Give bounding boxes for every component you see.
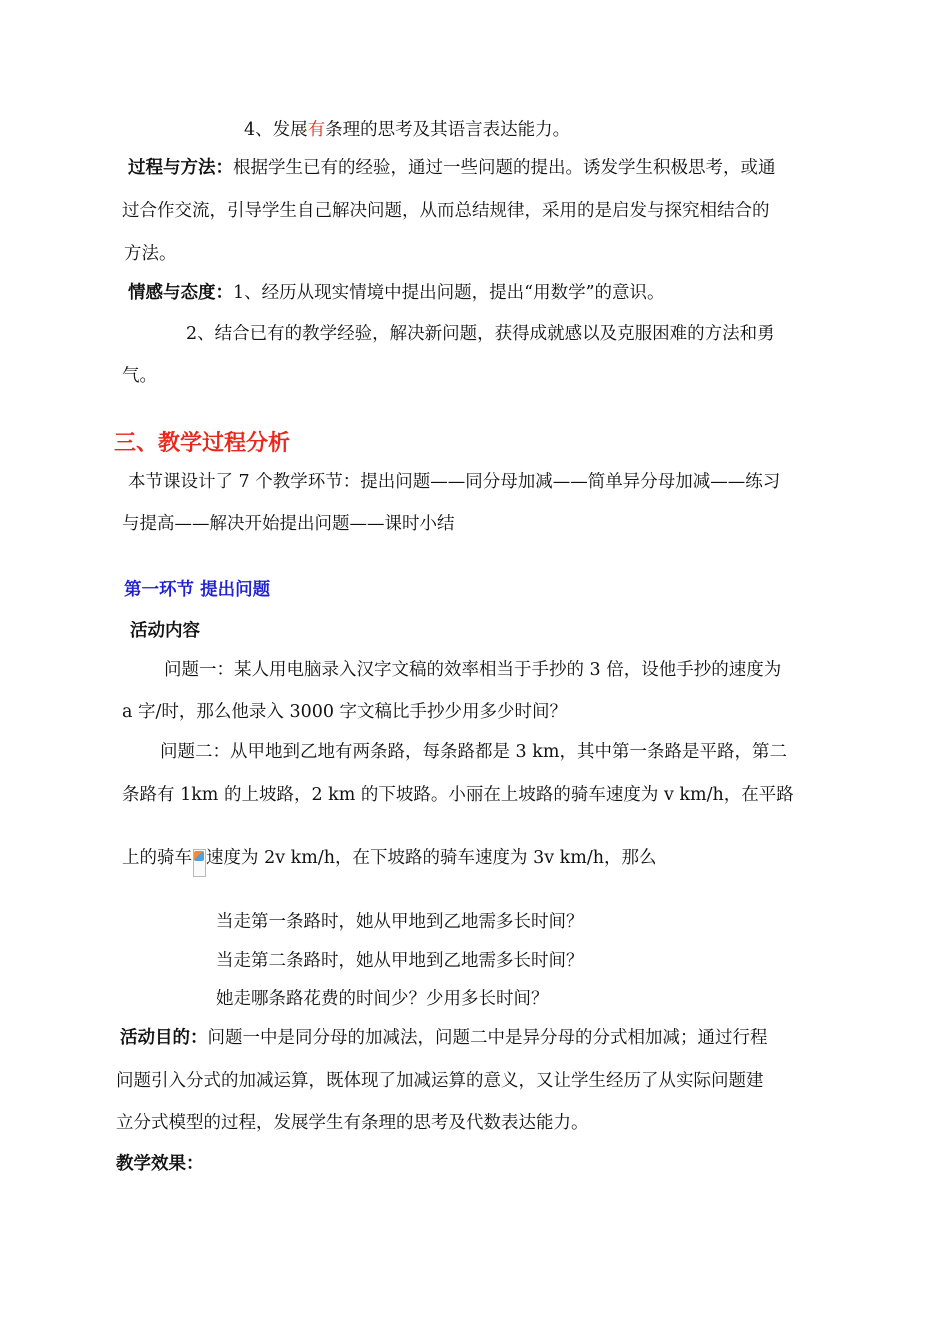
highlight-text: 有: [307, 120, 326, 140]
purpose-line-1: 活动目的：问题一中是同分母的加减法，问题二中是异分母的分式相加减；通过行程: [120, 1028, 768, 1048]
stage-1-heading: 第一环节 提出问题: [124, 580, 271, 600]
broken-image-icon: [193, 849, 205, 877]
section-3-title: 三、教学过程分析: [114, 431, 291, 456]
process-method-label: 过程与方法：: [128, 158, 233, 178]
process-method-line-3: 方法。: [124, 244, 177, 264]
attitude-label: 情感与态度：: [128, 283, 233, 303]
question-2-line-3: 上的骑车 速度为 2v km/h，在下坡路的骑车速度为 3v km/h，那么: [122, 846, 657, 877]
sub-question-2: 当走第二条路时，她从甲地到乙地需多长时间？: [216, 951, 584, 971]
process-method-line-2: 过合作交流，引导学生自己解决问题，从而总结规律，采用的是启发与探究相结合的: [122, 201, 770, 221]
sub-question-3: 她走哪条路花费的时间少？少用多长时间？: [216, 989, 549, 1009]
teaching-effect-label: 教学效果：: [116, 1154, 204, 1174]
section-3-intro-line-2: 与提高——解决开始提出问题——课时小结: [122, 514, 455, 534]
objective-item-4: 4、发展有条理的思考及其语言表达能力。: [244, 120, 571, 140]
activity-content-label: 活动内容: [130, 621, 200, 641]
attitude-line-2: 2、结合已有的教学经验，解决新问题，获得成就感以及克服困难的方法和勇: [186, 324, 775, 344]
purpose-line-2: 问题引入分式的加减运算，既体现了加减运算的意义，又让学生经历了从实际问题建: [116, 1071, 764, 1091]
attitude-line-3: 气。: [122, 366, 157, 386]
process-method-line-1: 过程与方法：根据学生已有的经验，通过一些问题的提出。诱发学生积极思考，或通: [128, 158, 776, 178]
purpose-line-3: 立分式模型的过程，发展学生有条理的思考及代数表达能力。: [116, 1113, 589, 1133]
section-3-intro-line-1: 本节课设计了 7 个教学环节：提出问题——同分母加减——简单异分母加减——练习: [128, 472, 781, 492]
attitude-line-1: 情感与态度：1、经历从现实情境中提出问题，提出“用数学”的意识。: [128, 283, 665, 303]
sub-question-1: 当走第一条路时，她从甲地到乙地需多长时间？: [216, 912, 584, 932]
question-2-line-1: 问题二：从甲地到乙地有两条路，每条路都是 3 km，其中第一条路是平路，第二: [160, 742, 787, 762]
purpose-label: 活动目的：: [120, 1028, 208, 1048]
question-1-line-1: 问题一：某人用电脑录入汉字文稿的效率相当于手抄的 3 倍，设他手抄的速度为: [164, 660, 782, 680]
question-1-line-2: a 字/时，那么他录入 3000 字文稿比手抄少用多少时间？: [122, 702, 568, 722]
question-2-line-2: 条路有 1km 的上坡路，2 km 的下坡路。小丽在上坡路的骑车速度为 v km/h，在平路: [122, 785, 794, 805]
